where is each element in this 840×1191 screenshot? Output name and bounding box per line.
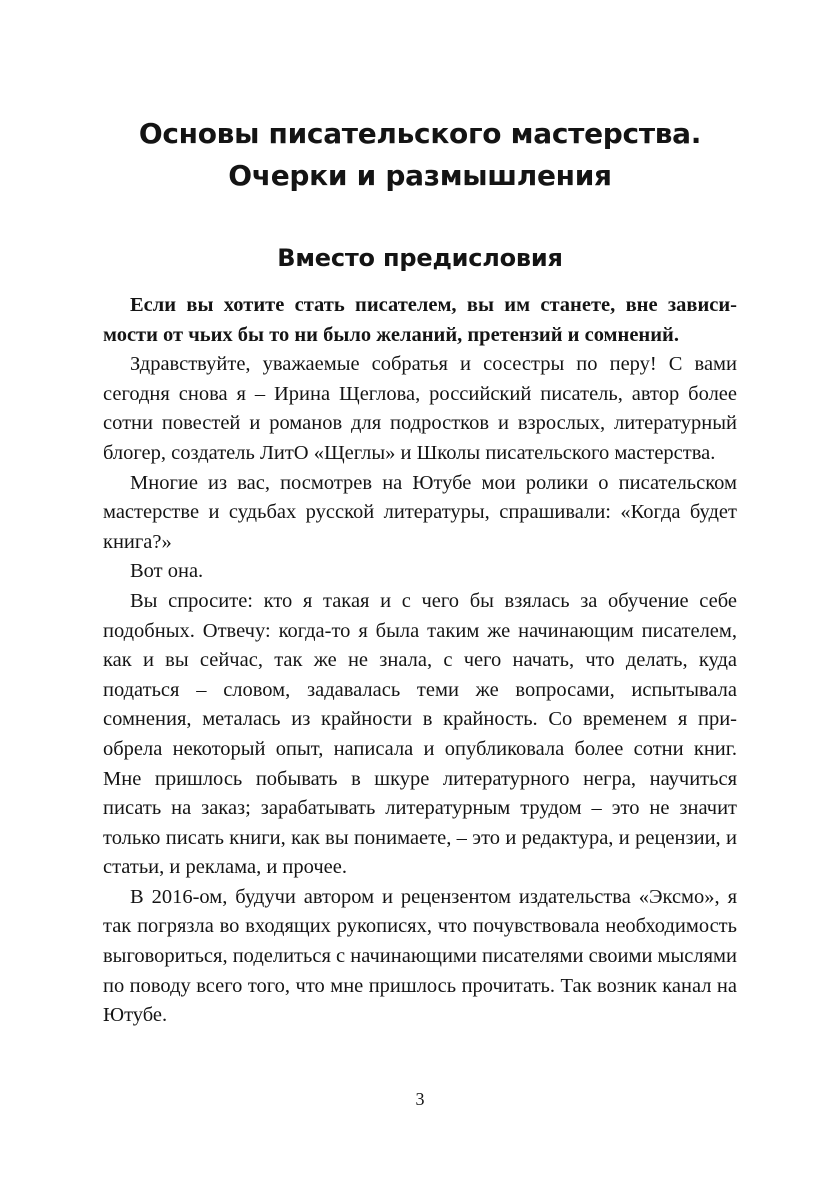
- paragraph-greeting: Здравствуйте, уважаемые собратья и сосестры по перу! С вами сегодня снова я – Ирина Щеглова, российский писатель, автор более сотни повестей и романов для подростков и взрослых, литературный блогер, создатель ЛитО «Щеглы» и Школы писательского мастерства.: [103, 353, 737, 464]
- lead-paragraph: Если вы хотите стать писателем, вы им станете, вне зависимости от чьих бы то ни было желаний, претензий и сомнений.: [103, 294, 737, 346]
- paragraph-background: Вы спросите: кто я такая и с чего бы взялась за обучение себе подобных. Отвечу: когда-то я была таким же начинающим писателем, как и вы сейчас, так же не знала, с чего начать, что делать, куда податься – словом, задавалась теми же вопросами, испытывала сомнения, металась из крайности в крайность. Со временем я приобрела некоторый опыт, написала и опубликовала более сотни книг. Мне пришлось побывать в шкуре литературного негра, научиться писать на заказ; зарабатывать литературным трудом – это не значит только писать книги, как вы понимаете, – это и редактура, и рецензии, и статьи, и реклама, и прочее.: [103, 589, 737, 879]
- page-number: 3: [415, 1089, 425, 1109]
- book-title-line-2: Очерки и размышления: [228, 159, 612, 192]
- book-title-line-1: Основы писательского мастерства.: [138, 117, 702, 150]
- paragraph-answer: Вот она.: [130, 560, 204, 583]
- paragraph-question: Многие из вас, посмотрев на Ютубе мои ролики о писательском мастерстве и судьбах русской литературы, спрашивали: «Когда будет книга?»: [103, 471, 737, 553]
- paragraph-channel: В 2016-ом, будучи автором и рецензентом издательства «Эксмо», я так погрязла во входящих рукописях, что почувствовала необходимость выговориться, поделиться с начинающими писателями своими мыслями по поводу всего того, что мне пришлось прочитать. Так возник канал на Ютубе.: [103, 885, 737, 1027]
- chapter-body: [103, 291, 737, 1031]
- book-title: [0, 113, 840, 197]
- chapter-title: Вместо предисловия: [277, 244, 563, 272]
